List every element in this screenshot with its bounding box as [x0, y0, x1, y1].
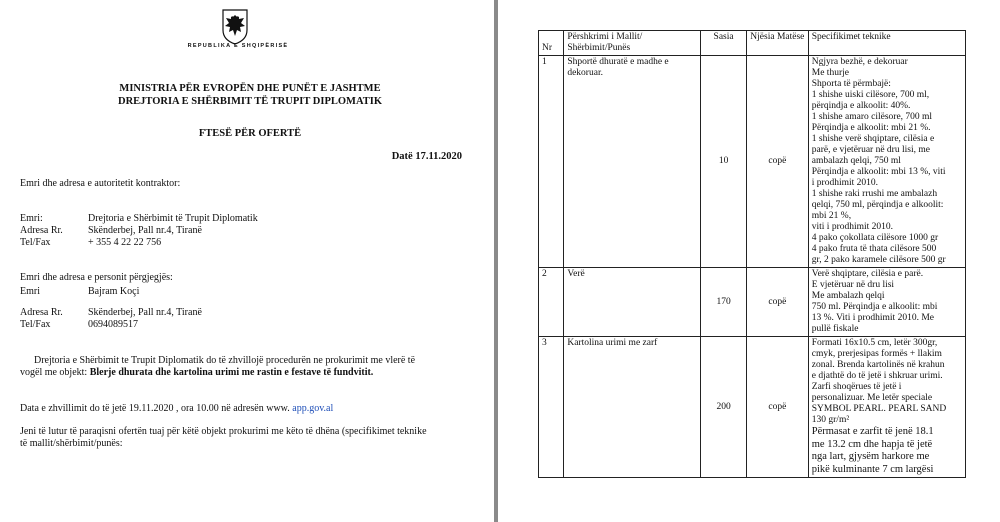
contractor-tel-value: + 355 4 22 22 756 — [88, 237, 162, 248]
ministry-heading — [40, 82, 460, 108]
contractor-name-value: Drejtoria e Shërbimit të Trupit Diplomatik — [88, 213, 258, 224]
spec-line: personalizuar. Me letër speciale — [811, 393, 933, 403]
header-spec: Specifikimet teknike — [808, 31, 965, 56]
spec-line: Përmasat e zarfit të jenë 18.1 — [811, 426, 934, 437]
spec-line: E vjetëruar në dru lisi — [811, 280, 895, 290]
row-nr: 1 — [539, 56, 564, 268]
header-quantity: Sasia — [701, 31, 747, 56]
responsible-address-label: Adresa Rr. — [20, 307, 63, 318]
procedure-date-text: Data e zhvillimit do të jetë 19.11.2020 , ora 10.00 në adresën www. — [20, 403, 293, 414]
spec-line: 4 pako çokollata cilësore 1000 gr — [811, 233, 939, 243]
spec-line: 1 shishe raki rrushi me ambalazh — [811, 189, 938, 199]
responsible-heading: Emri dhe adresa e personit përgjegjës: — [20, 272, 173, 283]
ministry-name: MINISTRIA PËR EVROPËN DHE PUNËT E JASHTME — [119, 83, 381, 94]
responsible-tel-value: 0694089517 — [88, 319, 138, 330]
row-description: Kartolina urimi me zarf — [564, 337, 701, 478]
header-description: Përshkrimi i Mallit/ Shërbimit/Punës — [564, 31, 701, 56]
spec-line: me 13.2 cm dhe hapja të jetë — [811, 438, 933, 450]
albanian-eagle-emblem-icon — [215, 6, 255, 46]
spec-line: Shporta të përmbajë: — [811, 79, 891, 89]
spec-line: pikë kulminante 7 cm largësi — [811, 463, 934, 475]
spec-line: 1 shishe amaro cilësore, 700 ml — [811, 112, 933, 122]
contractor-tel-label: Tel/Fax — [20, 237, 51, 248]
row-unit: copë — [746, 56, 808, 268]
spec-line: Përqindja e alkoolit: mbi 21 %. — [811, 123, 931, 133]
row-quantity: 200 — [701, 337, 747, 478]
spec-line: qelqi, 750 ml, përqindja e alkoolit: — [811, 200, 944, 210]
app-website-link[interactable]: app.gov.al — [292, 403, 334, 414]
intro-paragraph-line1: Drejtoria e Shërbimit te Trupit Diplomatik do të zhvillojë procedurën ne prokurimit me vlerë të — [34, 355, 416, 366]
spec-line: Zarfi shoqërues të jetë i — [811, 382, 902, 392]
spec-line: gr, 2 pako karamele cilësore 500 gr — [811, 255, 946, 265]
spec-line: 750 ml. Përqindja e alkoolit: mbi — [811, 302, 938, 312]
letter-page — [0, 0, 492, 522]
header-nr: Nr — [539, 31, 564, 56]
row-nr: 2 — [539, 268, 564, 337]
row-unit: copë — [746, 337, 808, 478]
directorate-name: DREJTORIA E SHËRBIMIT TË TRUPIT DIPLOMATIK — [117, 96, 383, 107]
contractor-heading: Emri dhe adresa e autoritetit kontraktor: — [20, 178, 181, 189]
intro-paragraph-line2 — [20, 367, 373, 379]
offer-instruction-line1: Jeni të lutur të paraqisni ofertën tuaj për këtë objekt prokurimi me këto të dhëna (specifikimet teknike — [20, 426, 427, 437]
spec-line: Verë shqiptare, cilësia e parë. — [811, 269, 924, 279]
row-description: Shportë dhuratë e madhe e dekoruar. — [564, 56, 701, 268]
spec-line: Ngjyra bezhë, e dekoruar — [811, 57, 908, 67]
document-title: FTESË PËR OFERTË — [198, 128, 302, 139]
table-header-row — [539, 31, 966, 56]
spec-line: mbi 21 %, — [811, 211, 852, 221]
header-unit: Njësia Matëse — [746, 31, 808, 56]
spec-line: pullë fiskale — [811, 324, 859, 334]
responsible-tel-label: Tel/Fax — [20, 319, 51, 330]
row-spec — [808, 337, 965, 478]
spec-line: SYMBOL PEARL. PEARL SAND — [811, 404, 947, 414]
offer-instruction-line2: të mallit/shërbimit/punës: — [20, 438, 123, 449]
spec-line: nga lart, gjysëm harkore me — [811, 451, 930, 462]
spec-line: zonal. Brenda kartolinës në krahun — [811, 360, 945, 370]
contractor-name-label: Emri: — [20, 213, 43, 224]
responsible-address-value: Skënderbej, Pall nr.4, Tiranë — [88, 307, 202, 318]
spec-line: 13 %. Viti i prodhimit 2010. Me — [811, 313, 934, 323]
spec-line: Përqindja e alkoolit: mbi 13 %, viti — [811, 167, 946, 177]
spec-line: viti i prodhimit 2010. — [811, 222, 894, 232]
table-row — [539, 268, 966, 337]
row-description: Verë — [564, 268, 701, 337]
spec-line: e djathtë do të jetë i shkruar urimi. — [811, 371, 943, 381]
contractor-address-value: Skënderbej, Pall nr.4, Tiranë — [88, 225, 202, 236]
procurement-object: Blerje dhurata dhe kartolina urimi me rastin e festave të fundvitit. — [89, 367, 374, 378]
table-row — [539, 56, 966, 268]
row-unit: copë — [746, 268, 808, 337]
spec-line: 130 gr/m² — [811, 415, 850, 425]
spec-line: përqindja e alkoolit: 40%. — [811, 101, 911, 111]
document-date: Datë 17.11.2020 — [391, 151, 462, 162]
spec-line: ambalazh qelqi, 750 ml — [811, 156, 901, 166]
specification-table — [538, 30, 966, 478]
row-quantity: 10 — [701, 56, 747, 268]
intro-object-label: vogël me objekt: — [20, 367, 90, 378]
republic-caption: REPUBLIKA E SHQIPËRISË — [187, 43, 289, 49]
row-spec — [808, 56, 965, 268]
spec-line: Me thurje — [811, 68, 849, 78]
spec-line: cmyk, prerjesipas formës + llakim — [811, 349, 942, 359]
procedure-date-paragraph — [20, 403, 333, 415]
spec-line: Me ambalazh qelqi — [811, 291, 885, 301]
row-nr: 3 — [539, 337, 564, 478]
contractor-address-label: Adresa Rr. — [20, 225, 63, 236]
table-row — [539, 337, 966, 478]
specification-page — [498, 0, 1000, 522]
row-spec — [808, 268, 965, 337]
spec-line: 1 shishe uiski cilësore, 700 ml, — [811, 90, 930, 100]
row-quantity: 170 — [701, 268, 747, 337]
spec-line: parë, e vjetëruar në dru lisi, me — [811, 145, 930, 155]
responsible-name-label: Emri — [20, 286, 40, 297]
spec-line: 1 shishe verë shqiptare, cilësia e — [811, 134, 935, 144]
spec-line: Formati 16x10.5 cm, letër 300gr, — [811, 338, 938, 348]
spec-line: i prodhimit 2010. — [811, 178, 879, 188]
responsible-name-value: Bajram Koçi — [88, 286, 140, 297]
spec-line: 4 pako fruta të thata cilësore 500 — [811, 244, 937, 254]
